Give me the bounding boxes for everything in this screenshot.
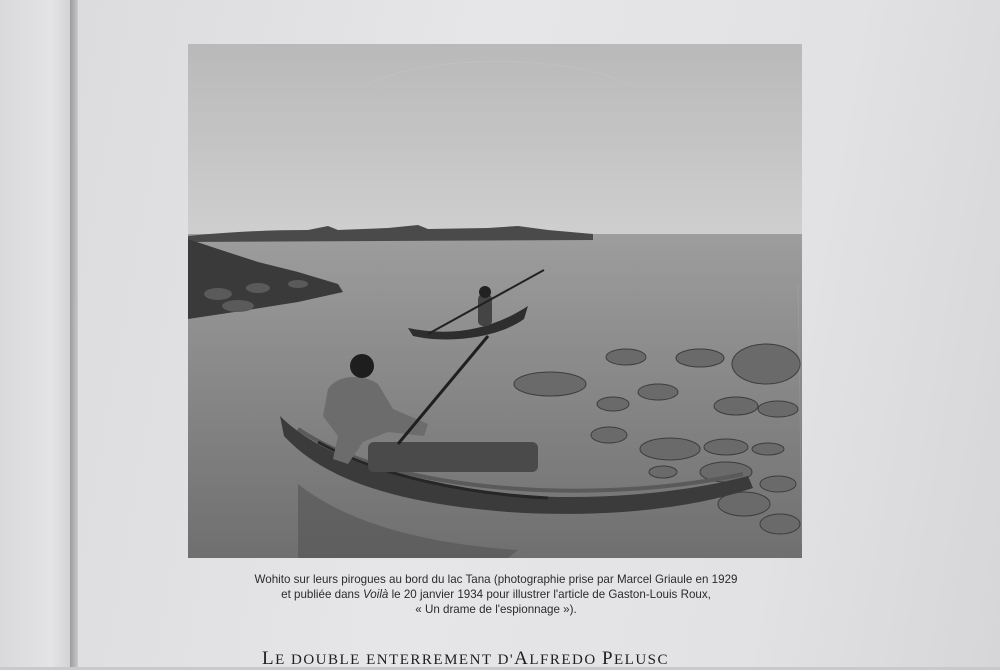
left-page-edge [0, 0, 74, 667]
near-boatman-head [350, 354, 374, 378]
heading-initial-a: A [514, 648, 530, 669]
heading-initial-p: P [601, 648, 615, 669]
caption-line-2 [196, 587, 796, 602]
photo-illustration [188, 44, 802, 558]
heading-part-3: ELUSC [614, 652, 670, 668]
sky [188, 44, 802, 239]
caption-line-1: Wohito sur leurs pirogues au bord du lac Tana (photographie prise par Marcel Griaule en 1929 [254, 573, 738, 586]
heading-part-1: E DOUBLE ENTERREMENT D' [275, 652, 515, 668]
heading-part-2: LFREDO [529, 652, 602, 668]
caption-line-3: « Un drame de l'espionnage »). [415, 603, 577, 616]
caption-magazine-title: Voilà [363, 588, 389, 601]
heading-initial-l: L [262, 648, 276, 669]
caption-line-2-start: et publiée dans [281, 588, 363, 601]
lake-tana-photograph [188, 44, 802, 558]
photo-caption [196, 572, 796, 617]
caption-line-2-end: le 20 janvier 1934 pour illustrer l'article de Gaston-Louis Roux, [388, 588, 711, 601]
